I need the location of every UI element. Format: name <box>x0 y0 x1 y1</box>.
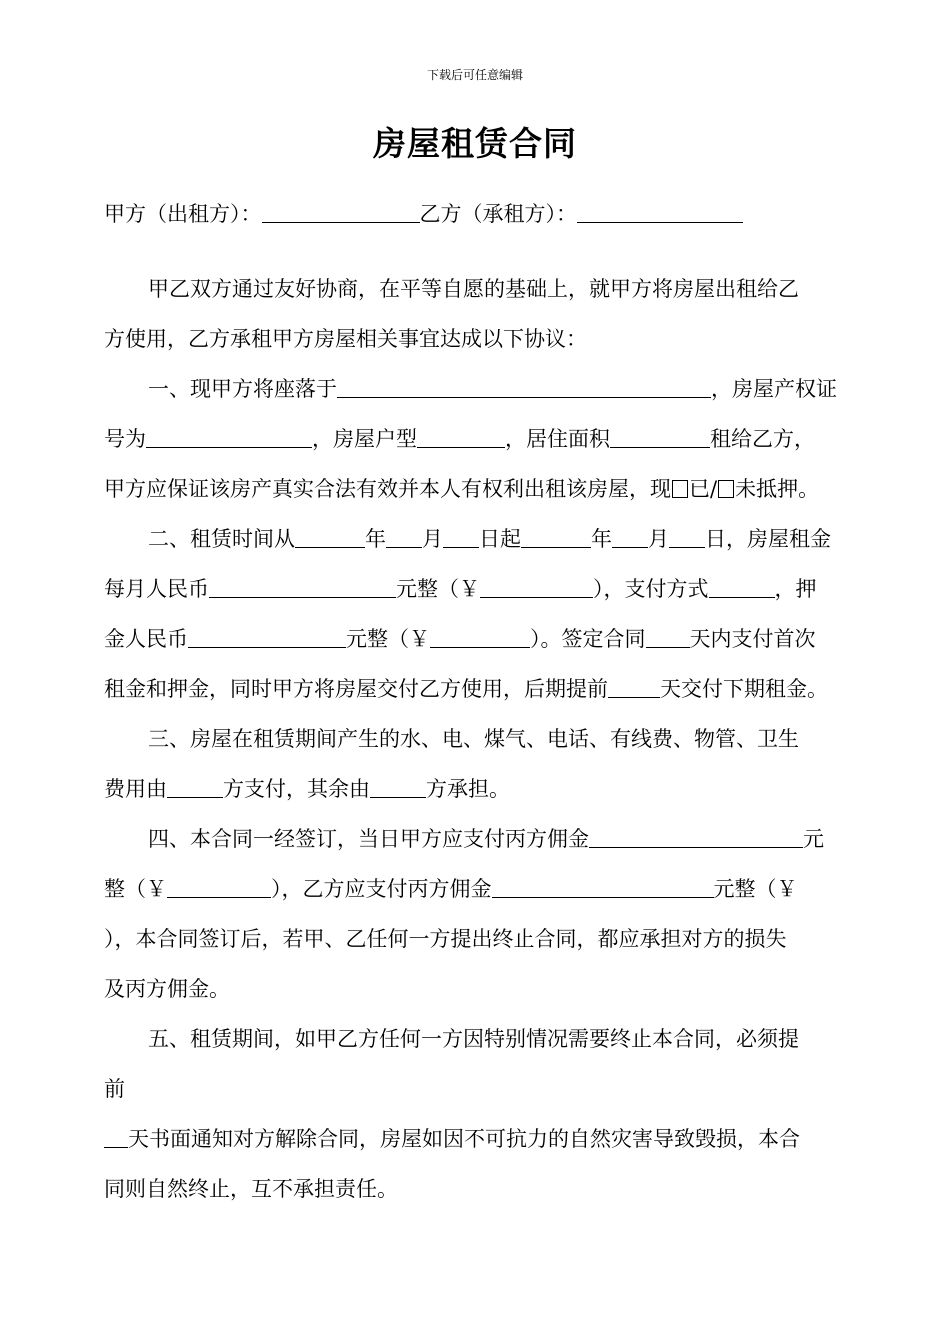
clause2-text: ）。签定合同 <box>530 627 646 651</box>
clause4-text: 整（￥ <box>104 877 167 901</box>
clause2-text: 日，房屋租金 <box>705 527 831 551</box>
clause1-text: 租给乙方， <box>710 427 815 451</box>
party-b-label: 乙方（承租方）： <box>419 202 577 226</box>
clause2-line-1 <box>148 525 831 553</box>
clause5-line-4: 同则自然终止，互不承担责任。 <box>104 1177 398 1201</box>
clause1-text: 甲方应保证该房产真实合法有效并本人有权利出租该房屋，现 <box>104 477 671 501</box>
party-b-commission-blank[interactable] <box>492 875 714 898</box>
monthly-rent-blank[interactable] <box>209 575 396 598</box>
house-type-blank[interactable] <box>417 425 505 448</box>
payment-method-blank[interactable] <box>709 575 775 598</box>
clause2-line-2 <box>104 575 817 603</box>
end-year-blank[interactable] <box>521 525 591 548</box>
clause5-text: 天书面通知对方解除合同，房屋如因不可抗力的自然灾害导致毁损，本合 <box>128 1127 800 1151</box>
clause2-text: ），支付方式 <box>593 577 709 601</box>
party-a-commission-amount-blank[interactable] <box>167 875 271 898</box>
area-blank[interactable] <box>610 425 710 448</box>
clause4-text: 元整（￥ <box>713 877 798 901</box>
end-month-blank[interactable] <box>612 525 648 548</box>
clause1-text: ，房屋户型 <box>312 427 417 451</box>
deposit-blank[interactable] <box>188 625 346 648</box>
header-note: 下载后可任意编辑 <box>426 68 523 82</box>
clause1-text: 未抵押。 <box>735 477 820 501</box>
clause3-text: 费用由 <box>104 777 167 801</box>
deposit-amount-blank[interactable] <box>430 625 530 648</box>
clause1-text: 已/ <box>689 477 718 501</box>
clause2-text: 日起 <box>479 527 521 551</box>
clause1-text: ，房屋产权证 <box>711 377 837 401</box>
clause4-text: 元 <box>803 827 824 851</box>
clause4-line-2 <box>104 875 798 903</box>
clause2-text: 元整（￥ <box>346 627 430 651</box>
notice-days-blank[interactable] <box>104 1125 128 1148</box>
clause2-line-4 <box>104 675 828 703</box>
clause2-text: 二、租赁时间从 <box>148 527 295 551</box>
clause2-text: ，押 <box>774 577 817 601</box>
other-payer-blank[interactable] <box>370 775 426 798</box>
clause2-text: 租金和押金，同时甲方将房屋交付乙方使用，后期提前 <box>104 677 608 701</box>
clause4-line-4: 及丙方佣金。 <box>104 977 230 1001</box>
intro-line-1: 甲乙双方通过友好协商，在平等自愿的基础上，就甲方将房屋出租给乙 <box>148 277 799 301</box>
monthly-rent-amount-blank[interactable] <box>480 575 593 598</box>
clause2-text: 月 <box>422 527 443 551</box>
clause2-text: 年 <box>591 527 612 551</box>
clause1-line-1 <box>148 375 837 403</box>
not-mortgaged-checkbox[interactable] <box>718 480 734 498</box>
utility-payer-blank[interactable] <box>167 775 223 798</box>
certificate-number-blank[interactable] <box>146 425 312 448</box>
clause2-text: 金人民币 <box>104 627 188 651</box>
party-a-commission-blank[interactable] <box>589 825 803 848</box>
party-a-label: 甲方（出租方）： <box>104 202 262 226</box>
clause5-line-3 <box>104 1125 800 1153</box>
clause2-text: 天交付下期租金。 <box>660 677 828 701</box>
clause1-line-3 <box>104 475 819 503</box>
clause3-text: 方承担。 <box>426 777 510 801</box>
clause5-line-2: 前 <box>104 1077 125 1101</box>
clause2-line-3 <box>104 625 816 653</box>
start-day-blank[interactable] <box>443 525 479 548</box>
party-a-blank[interactable] <box>262 200 420 223</box>
clause2-text: 天内支付首次 <box>689 627 816 651</box>
document-title: 房屋租赁合同 <box>373 124 577 163</box>
advance-days-blank[interactable] <box>608 675 660 698</box>
clause3-line-2 <box>104 775 510 803</box>
clause4-text: 四、本合同一经签订，当日甲方应支付丙方佣金 <box>148 827 589 851</box>
clause1-text: 号为 <box>104 427 146 451</box>
address-blank[interactable] <box>337 375 711 398</box>
clause1-line-2 <box>104 425 815 453</box>
party-b-blank[interactable] <box>577 200 743 223</box>
clause2-text: 每月人民币 <box>104 577 209 601</box>
start-year-blank[interactable] <box>295 525 365 548</box>
start-month-blank[interactable] <box>386 525 422 548</box>
clause1-text: 一、现甲方将座落于 <box>148 377 337 401</box>
clause4-text: ），乙方应支付丙方佣金 <box>271 877 492 901</box>
clause1-text: ，居住面积 <box>505 427 610 451</box>
clause5-line-1: 五、租赁期间，如甲乙方任何一方因特别情况需要终止本合同，必须提 <box>148 1027 799 1051</box>
clause3-text: 方支付，其余由 <box>223 777 370 801</box>
clause4-line-3: ），本合同签订后，若甲、乙任何一方提出终止合同，都应承担对方的损失 <box>104 927 787 951</box>
clause4-line-1 <box>148 825 824 853</box>
mortgaged-checkbox[interactable] <box>672 480 688 498</box>
end-day-blank[interactable] <box>669 525 705 548</box>
parties-line <box>104 200 743 228</box>
first-payment-days-blank[interactable] <box>646 625 690 648</box>
clause2-text: 月 <box>648 527 669 551</box>
intro-line-2: 方使用，乙方承租甲方房屋相关事宜达成以下协议： <box>104 327 587 351</box>
clause2-text: 年 <box>365 527 386 551</box>
clause3-line-1: 三、房屋在租赁期间产生的水、电、煤气、电话、有线费、物管、卫生 <box>148 727 799 751</box>
clause2-text: 元整（￥ <box>396 577 480 601</box>
